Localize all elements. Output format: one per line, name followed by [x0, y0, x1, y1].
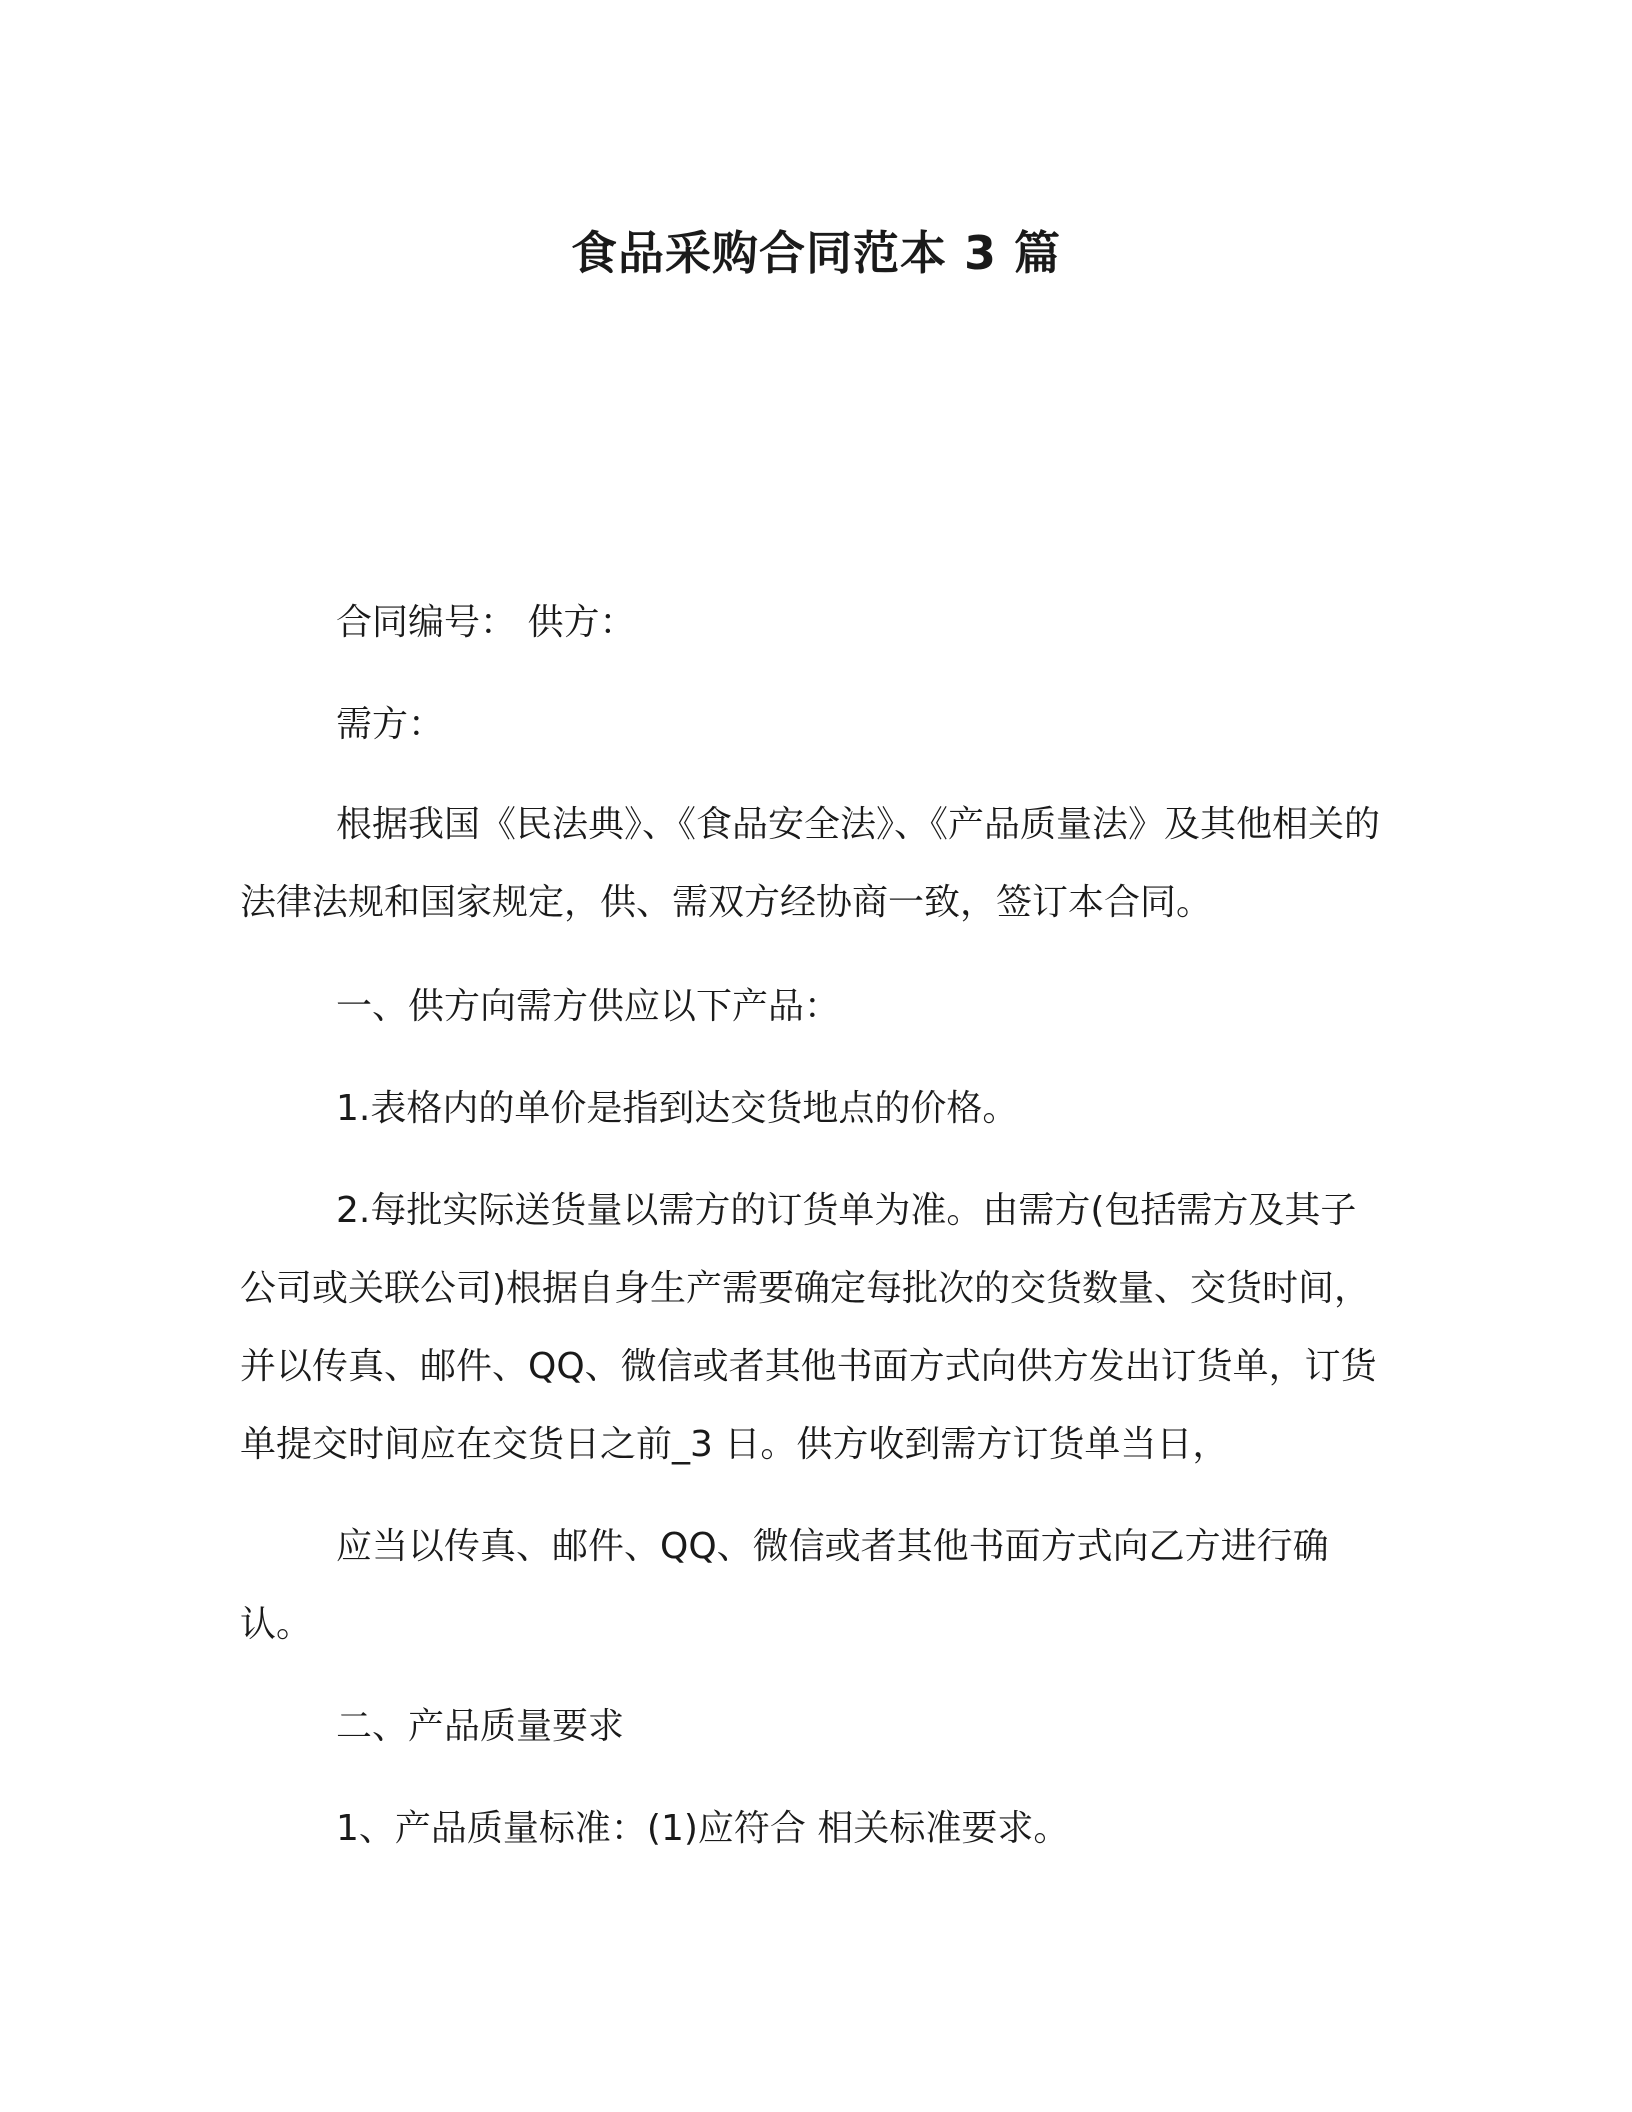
section-1-item-1: 1.表格内的单价是指到达交货地点的价格。	[336, 1088, 1019, 1129]
section-2-item-1: 1、产品质量标准：(1)应符合 相关标准要求。	[336, 1808, 1070, 1849]
buyer-line: 需方：	[336, 704, 445, 745]
section-1-item-2-continued: 应当以传真、邮件、QQ、微信或者其他书面方式向乙方进行确认。	[240, 1526, 1329, 1645]
intro-paragraph: 根据我国《民法典》、《食品安全法》、《产品质量法》及其他相关的法律法规和国家规定，供、需双方经协商一致，签订本合同。	[240, 804, 1381, 923]
section-1-item-2: 2.每批实际送货量以需方的订货单为准。由需方(包括需方及其子公司或关联公司)根据自身生产需要确定每批次的交货数量、交货时间，并以传真、邮件、QQ、微信或者其他书面方式向供方发出订货单，订货单提交时间应在交货日之前_3 日。供方收到需方订货单当日，	[240, 1190, 1377, 1465]
section-1-heading: 一、供方向需方供应以下产品：	[336, 986, 841, 1027]
document-title: 食品采购合同范本 3 篇	[570, 226, 1062, 280]
section-2-heading: 二、产品质量要求	[336, 1706, 625, 1747]
contract-number-supplier-line: 合同编号： 供方：	[336, 602, 636, 643]
